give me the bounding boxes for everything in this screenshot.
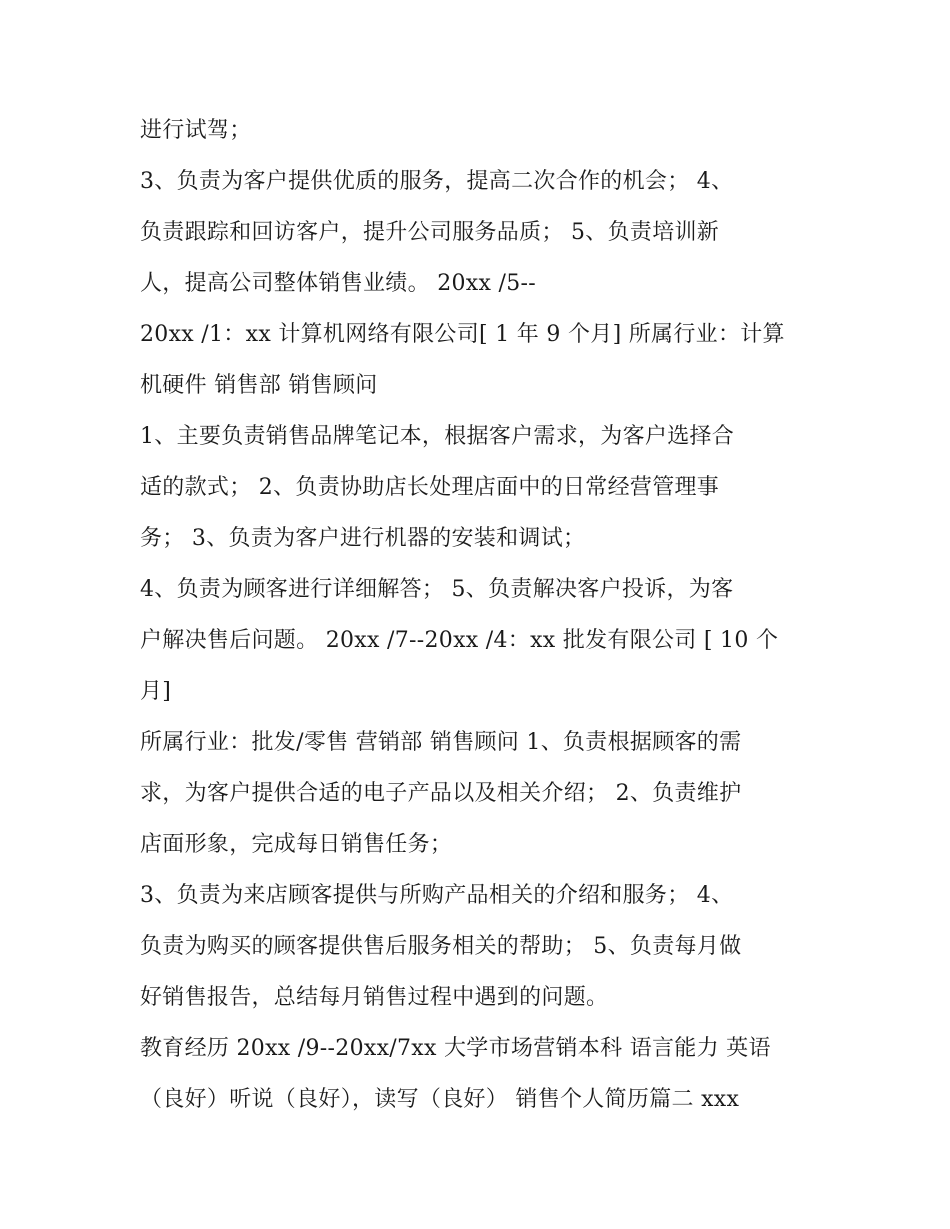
- text-line: 所属行业：批发/零售 营销部 销售顾问 1、负责根据顾客的需: [140, 730, 742, 755]
- text-line: 户解决售后问题。 20xx /7--20xx /4：xx 批发有限公司 [ 10 个: [140, 628, 779, 653]
- text-line: 20xx /1：xx 计算机网络有限公司[ 1 年 9 个月] 所属行业：计算: [140, 322, 785, 347]
- text-line: 好销售报告，总结每月销售过程中遇到的问题。: [140, 985, 609, 1010]
- text-line: 务； 3、负责为客户进行机器的安装和调试；: [140, 526, 586, 551]
- text-line: 月]: [140, 679, 172, 704]
- document-body: [140, 105, 840, 1125]
- text-line: 1、主要负责销售品牌笔记本，根据客户需求，为客户选择合: [140, 424, 735, 449]
- text-line: 进行试驾；: [140, 118, 252, 143]
- text-line: 负责跟踪和回访客户，提升公司服务品质； 5、负责培训新: [140, 220, 720, 245]
- text-line: 3、负责为客户提供优质的服务，提高二次合作的机会； 4、: [140, 169, 734, 194]
- text-line: 适的款式； 2、负责协助店长处理店面中的日常经营管理事: [140, 475, 720, 500]
- text-line: 求，为客户提供合适的电子产品以及相关介绍； 2、负责维护: [140, 781, 742, 806]
- text-line: 3、负责为来店顾客提供与所购产品相关的介绍和服务； 4、: [140, 883, 734, 908]
- text-line: 负责为购买的顾客提供售后服务相关的帮助； 5、负责每月做: [140, 934, 742, 959]
- text-line: 机硬件 销售部 销售顾问: [140, 373, 378, 398]
- text-line: 人，提高公司整体销售业绩。 20xx /5--: [140, 271, 536, 296]
- text-line: 4、负责为顾客进行详细解答； 5、负责解决客户投诉，为客: [140, 577, 734, 602]
- text-line: （良好）听说（良好），读写（良好） 销售个人简历篇二 xxx: [140, 1087, 740, 1112]
- text-line: 教育经历 20xx /9--20xx/7xx 大学市场营销本科 语言能力 英语: [140, 1036, 771, 1061]
- text-line: 店面形象，完成每日销售任务；: [140, 832, 453, 857]
